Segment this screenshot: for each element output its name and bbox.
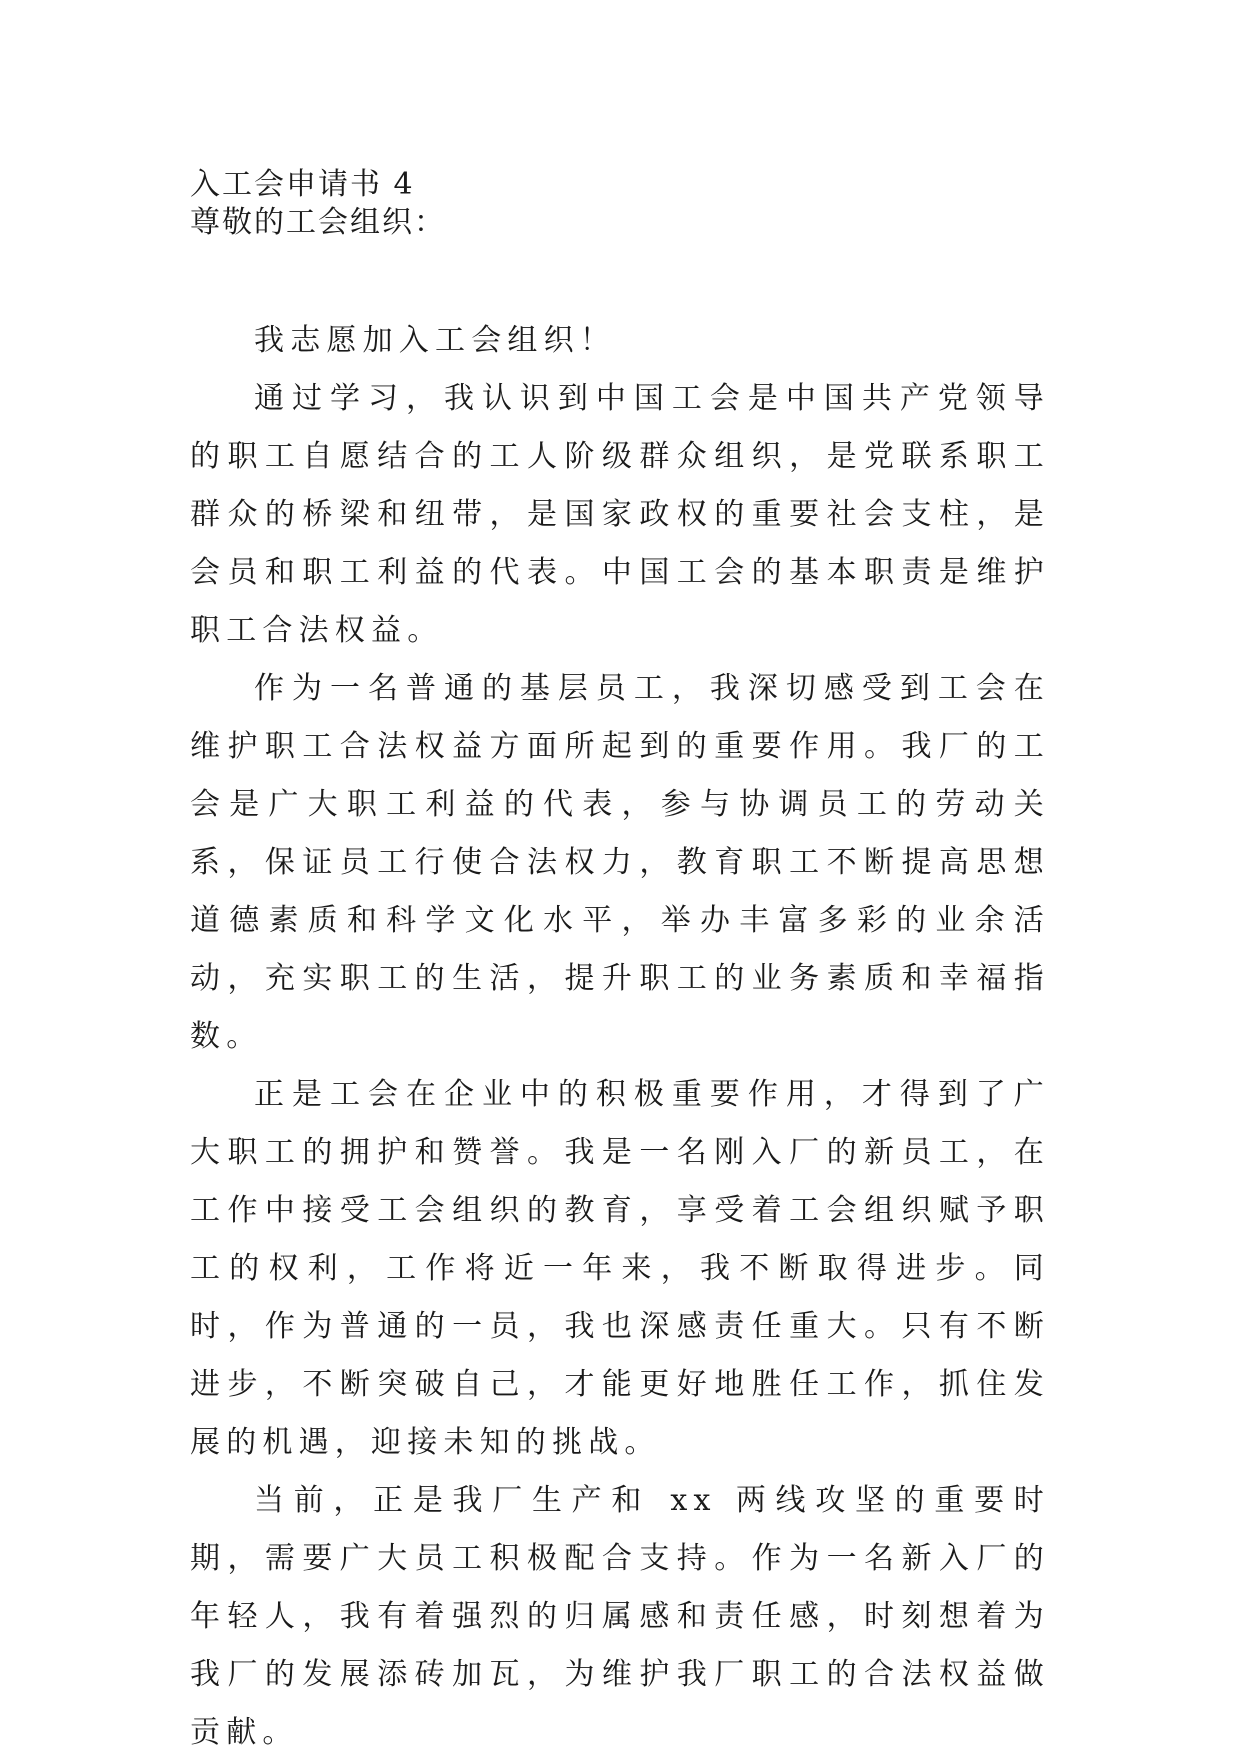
document-body (190, 166, 1050, 1762)
paragraph: 作为一名普通的基层员工，我深切感受到工会在维护职工合法权益方面所起到的重要作用。我厂的工会是广大职工利益的代表，参与协调员工的劳动关系，保证员工行使合法权力，教育职工不断提高思想道德素质和科学文化水平，举办丰富多彩的业余活动，充实职工的生活，提升职工的业务素质和幸福指数。 (190, 671, 1050, 1054)
blank-line (190, 242, 1050, 312)
paragraph: 我志愿加入工会组织！ (254, 323, 616, 358)
paragraph: 通过学习，我认识到中国工会是中国共产党领导的职工自愿结合的工人阶级群众组织，是党联系职工群众的桥梁和纽带，是国家政权的重要社会支柱，是会员和职工利益的代表。中国工会的基本职责是维护职工合法权益。 (190, 381, 1050, 648)
salutation: 尊敬的工会组织： (190, 205, 446, 240)
paragraph: 正是工会在企业中的积极重要作用，才得到了广大职工的拥护和赞誉。我是一名刚入厂的新员工，在工作中接受工会组织的教育，享受着工会组织赋予职工的权利，工作将近一年来，我不断取得进步。同时，作为普通的一员，我也深感责任重大。只有不断进步，不断突破自己，才能更好地胜任工作，抓住发展的机遇，迎接未知的挑战。 (190, 1077, 1050, 1460)
paragraph: 当前，正是我厂生产和 xx 两线攻坚的重要时期，需要广大员工积极配合支持。作为一名新入厂的年轻人，我有着强烈的归属感和责任感，时刻想着为我厂的发展添砖加瓦，为维护我厂职工的合法权益做贡献。 (190, 1483, 1050, 1750)
document-title: 入工会申请书 4 (190, 167, 415, 202)
